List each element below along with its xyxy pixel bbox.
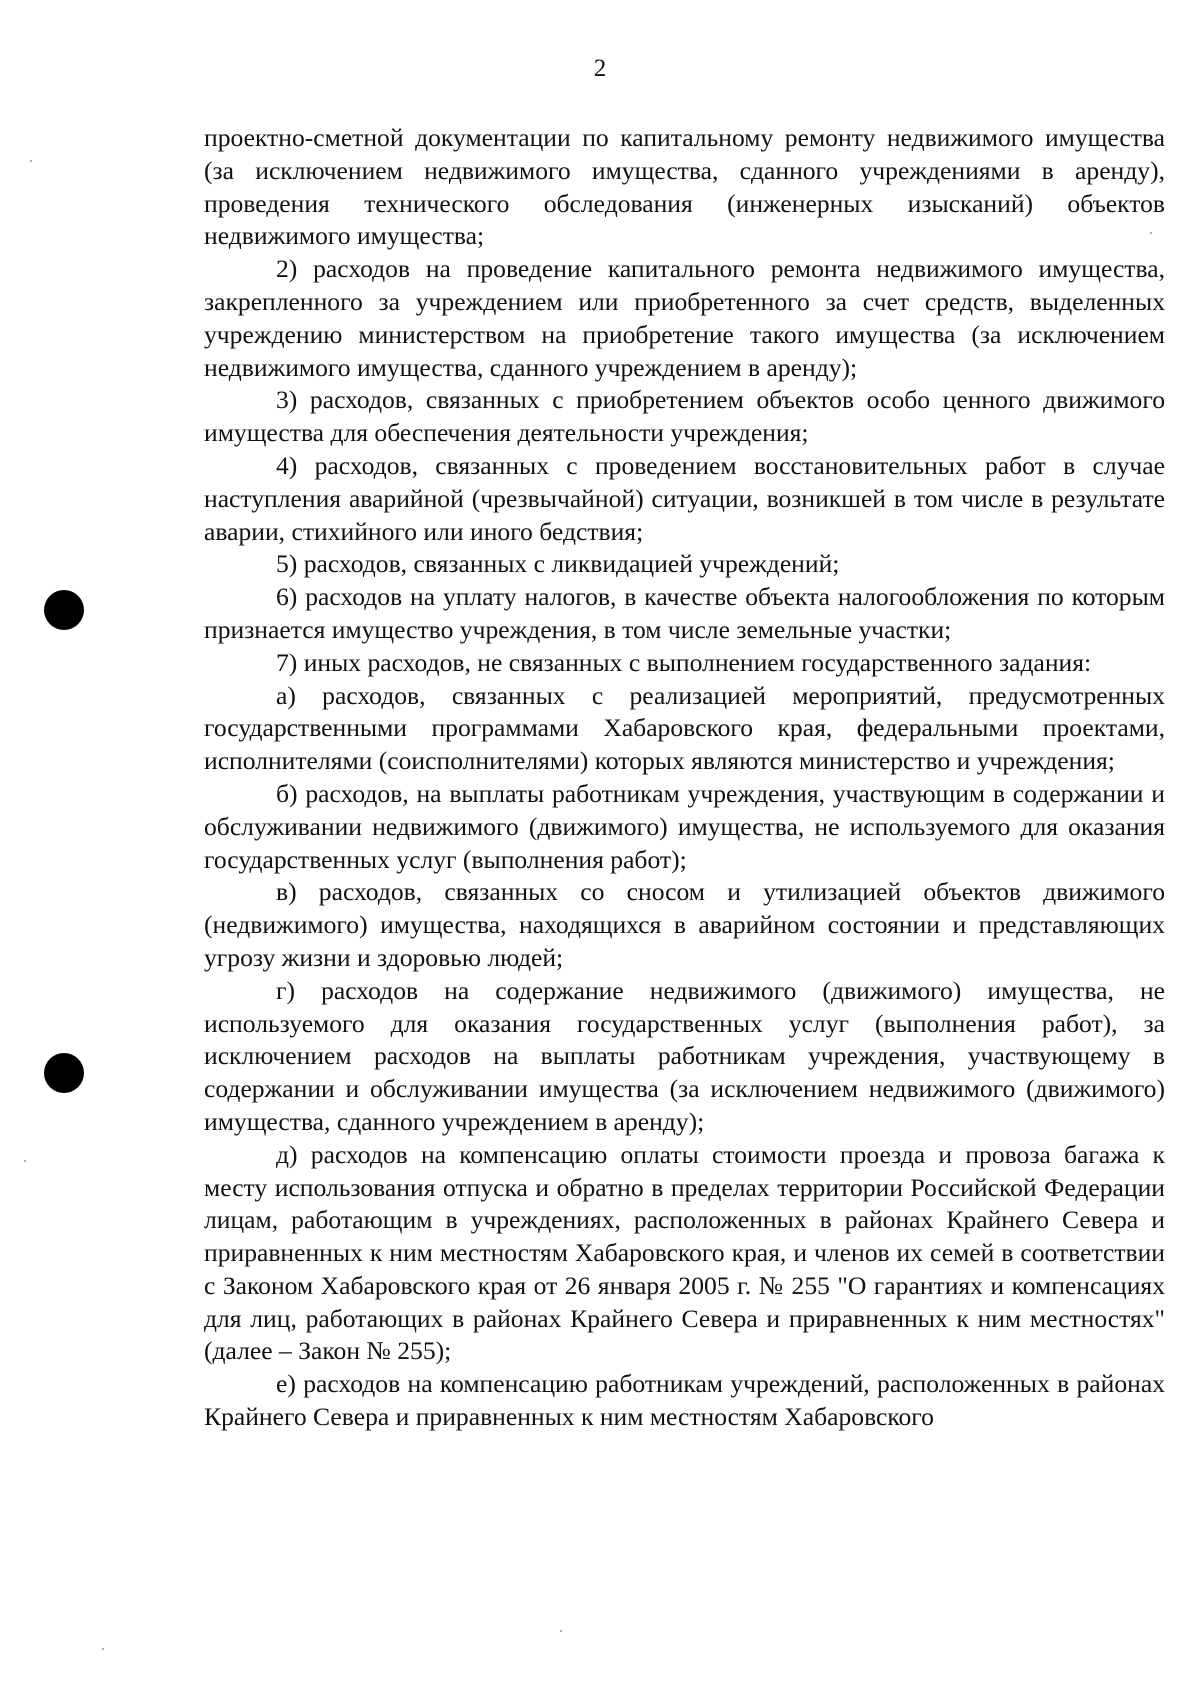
scan-speck xyxy=(30,160,32,162)
scan-speck xyxy=(560,1630,562,1632)
paragraph-subitem-e: е) расходов на компенсацию работникам учреждений, расположенных в районах Крайнего Севера и приравненных к ним местностям Хабаровского xyxy=(204,1369,1165,1432)
paragraph-item-7: 7) иных расходов, не связанных с выполнением государственного задания: xyxy=(276,647,1092,677)
paragraph-item-3: 3) расходов, связанных с приобретением объектов особо ценного движимого имущества для обеспечения деятельности учреждения; xyxy=(204,385,1165,448)
scan-speck xyxy=(102,1648,104,1650)
paragraph-item-5: 5) расходов, связанных с ликвидацией учреждений; xyxy=(276,549,840,579)
paragraph-item-4: 4) расходов, связанных с проведением восстановительных работ в случае наступления аварийной (чрезвычайной) ситуации, возникшей в том числе в результате аварии, стихийного или иного бедствия; xyxy=(204,450,1165,546)
page-number: 2 xyxy=(593,55,607,82)
scan-speck xyxy=(1150,232,1152,234)
punch-hole xyxy=(44,590,84,630)
paragraph-item-2: 2) расходов на проведение капитального ремонта недвижимого имущества, закрепленного за учреждением или приобретенного за счет средств, выделенных учреждению министерством на приобретение такого имущества (за исключением недвижимого имущества, сданного учреждением в аренду); xyxy=(204,254,1165,382)
punch-hole xyxy=(44,1053,84,1093)
scan-speck xyxy=(24,1160,26,1162)
paragraph-subitem-v: в) расходов, связанных со сносом и утилизацией объектов движимого (недвижимого) имущества, находящихся в аварийном состоянии и представляющих угрозу жизни и здоровью людей; xyxy=(204,877,1165,972)
paragraph-item-6: 6) расходов на уплату налогов, в качестве объекта налогообложения по которым признается имущество учреждения, в том числе земельные участки; xyxy=(204,582,1165,644)
paragraph-subitem-a: а) расходов, связанных с реализацией мероприятий, предусмотренных государственными программами Хабаровского края, федеральными проектами, исполнителями (соисполнителями) которых являются министерство и учреждения; xyxy=(204,680,1165,776)
document-body xyxy=(204,122,1165,1434)
paragraph-subitem-b: б) расходов, на выплаты работникам учреждения, участвующим в содержании и обслуживании недвижимого (движимого) имущества, не используемого для оказания государственных услуг (выполнения работ); xyxy=(204,778,1165,874)
paragraph-subitem-g: г) расходов на содержание недвижимого (движимого) имущества, не используемого для оказания государственных услуг (выполнения работ), за исключением расходов на выплаты работникам учреждения, участвующему в содержании и обслуживании имущества (за исключением недвижимого (движимого) имущества, сданного учреждением в аренду); xyxy=(204,975,1165,1136)
paragraph-subitem-d: д) расходов на компенсацию оплаты стоимости проезда и провоза багажа к месту использования отпуска и обратно в пределах территории Российской Федерации лицам, работающим в учреждениях, расположенных в районах Крайнего Севера и приравненных к ним местностям Хабаровского края, и членов их семей в соответствии с Законом Хабаровского края от 26 января 2005 г. № 255 "О гарантиях и компенсациях для лиц, работающих в районах Крайнего Севера и приравненных к ним местностях" (далее – Закон № 255); xyxy=(204,1139,1165,1366)
paragraph-continuation: проектно-сметной документации по капитальному ремонту недвижимого имущества (за исключением недвижимого имущества, сданного учреждениями в аренду), проведения технического обследования (инженерных изысканий) объектов недвижимого имущества; xyxy=(204,123,1165,251)
